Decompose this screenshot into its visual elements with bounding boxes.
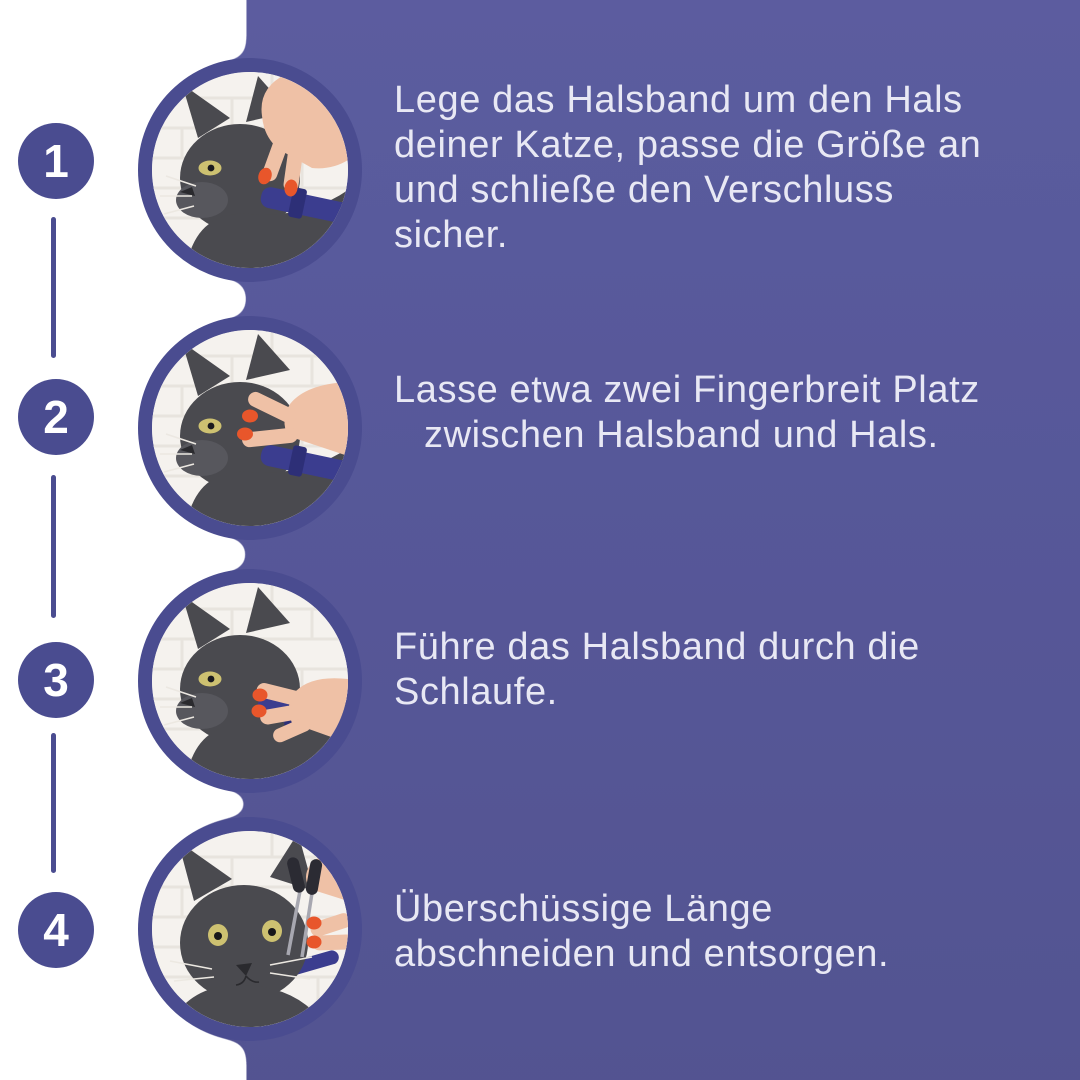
collar-trim-scissors-illustration	[152, 831, 348, 1027]
painted-nail	[237, 428, 253, 441]
step-4-number-badge	[18, 892, 94, 968]
step-2-photo	[138, 316, 362, 540]
step-2-line-1: Lasse etwa zwei Fingerbreit Platz	[394, 369, 980, 411]
cat-muzzle	[176, 693, 228, 729]
step-4-number: 4	[43, 904, 69, 956]
step-2-text	[394, 368, 980, 458]
step-1-text	[394, 78, 981, 258]
step-1-line-2: deiner Katze, passe die Größe an	[394, 124, 982, 166]
painted-nail	[307, 936, 322, 949]
step-2-number: 2	[43, 391, 69, 443]
step-2-number-badge	[18, 379, 94, 455]
step-3-number: 3	[43, 654, 69, 706]
step-2-line-2: zwischen Halsband und Hals.	[424, 414, 939, 456]
step-3-number-badge	[18, 642, 94, 718]
painted-nail	[252, 705, 267, 718]
step-1-photo	[138, 58, 362, 282]
step-3-text	[394, 625, 920, 715]
step-1-number: 1	[43, 135, 69, 187]
painted-nail	[307, 917, 322, 930]
connector-line-1-2	[51, 217, 56, 358]
connector-line-3-4	[51, 733, 56, 873]
cat-muzzle	[176, 440, 228, 476]
collar-fit-check-illustration	[152, 330, 348, 526]
step-4-photo	[138, 817, 362, 1041]
connector-line-2-3	[51, 475, 56, 618]
step-1-number-badge	[18, 123, 94, 199]
painted-nail	[242, 410, 258, 423]
cat-collar-fasten-illustration	[152, 72, 348, 268]
step-1-line-1: Lege das Halsband um den Hals	[394, 79, 963, 121]
step-1-line-3: und schließe den Verschluss	[394, 169, 894, 211]
cat-muzzle	[176, 182, 228, 218]
step-3-photo	[138, 569, 362, 793]
collar-loop-threading-illustration	[152, 583, 348, 779]
step-1-line-4: sicher.	[394, 214, 509, 256]
step-4-line-1: Überschüssige Länge	[394, 888, 773, 930]
painted-nail	[253, 689, 268, 702]
step-3-line-2: Schlaufe.	[394, 671, 558, 713]
step-4-text	[394, 887, 889, 977]
step-4-line-2: abschneiden und entsorgen.	[394, 933, 890, 975]
step-3-line-1: Führe das Halsband durch die	[394, 626, 920, 668]
